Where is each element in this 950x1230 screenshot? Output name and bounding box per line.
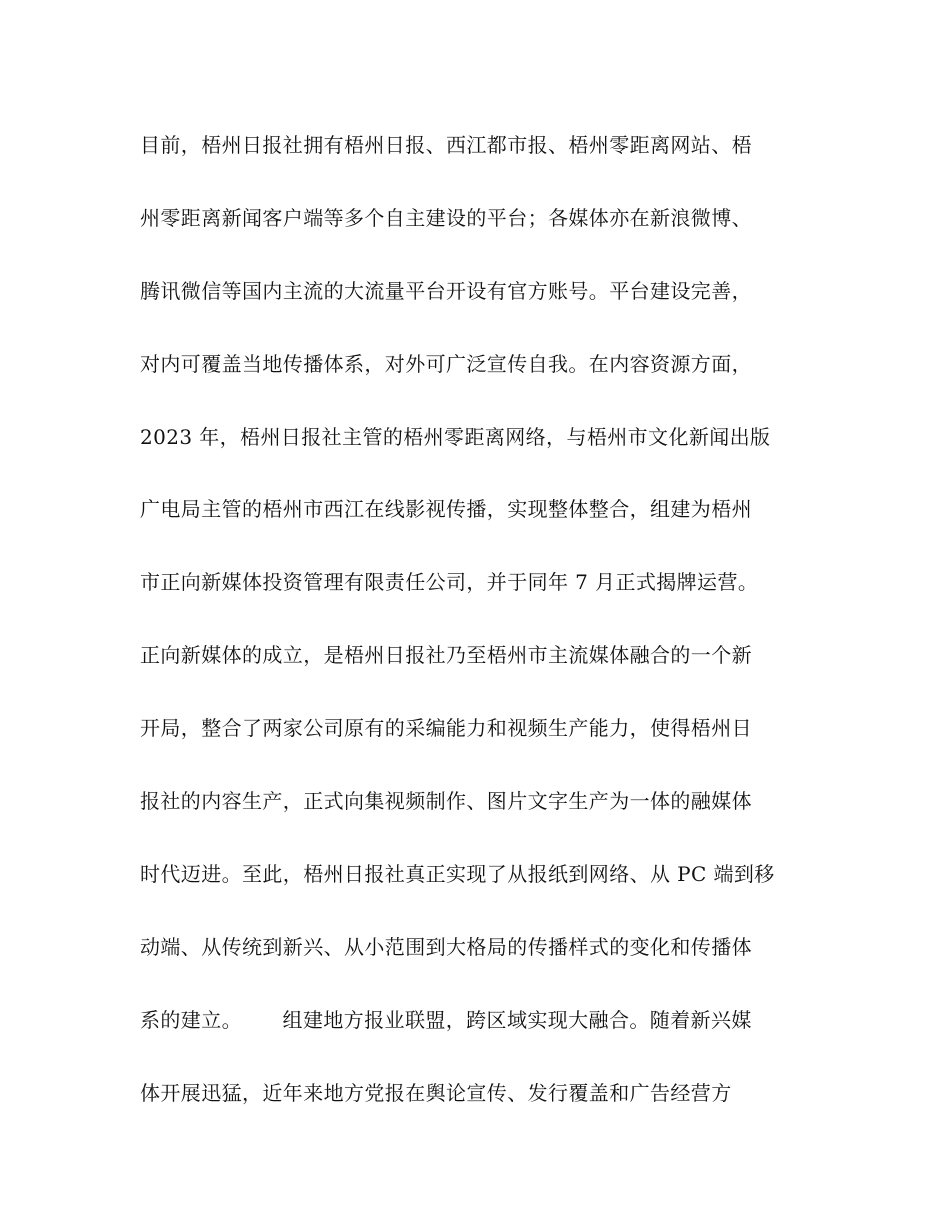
- text-line: 系的建立。 组建地方报业联盟，跨区域实现大融合。随着新兴媒: [140, 1007, 752, 1032]
- text-line: 体开展迅猛，近年来地方党报在舆论宣传、发行覆盖和广告经营方: [140, 1080, 732, 1105]
- text-line: 市正向新媒体投资管理有限责任公司，并于同年 7 月正式揭牌运营。: [140, 570, 759, 595]
- text-line: 州零距离新闻客户端等多个自主建设的平台；各媒体亦在新浪微博、: [140, 205, 752, 230]
- text-line: 2023 年，梧州日报社主管的梧州零距离网络，与梧州市文化新闻出版: [140, 424, 771, 449]
- text-line: 广电局主管的梧州市西江在线影视传播，实现整体整合，组建为梧州: [140, 497, 752, 522]
- body-paragraph: [140, 120, 820, 1140]
- text-line: 开局，整合了两家公司原有的采编能力和视频生产能力，使得梧州日: [140, 716, 752, 741]
- text-line: 动端、从传统到新兴、从小范围到大格局的传播样式的变化和传播体: [140, 934, 752, 959]
- text-line: 对内可覆盖当地传播体系，对外可广泛宣传自我。在内容资源方面，: [140, 351, 752, 376]
- text-line: 正向新媒体的成立，是梧州日报社乃至梧州市主流媒体融合的一个新: [140, 643, 752, 668]
- text-line: 腾讯微信等国内主流的大流量平台开设有官方账号。平台建设完善，: [140, 278, 752, 303]
- text-line: 时代迈进。至此，梧州日报社真正实现了从报纸到网络、从 PC 端到移: [140, 861, 775, 886]
- text-line: 目前，梧州日报社拥有梧州日报、西江都市报、梧州零距离网站、梧: [140, 133, 752, 157]
- text-line: 报社的内容生产，正式向集视频制作、图片文字生产为一体的融媒体: [140, 789, 752, 814]
